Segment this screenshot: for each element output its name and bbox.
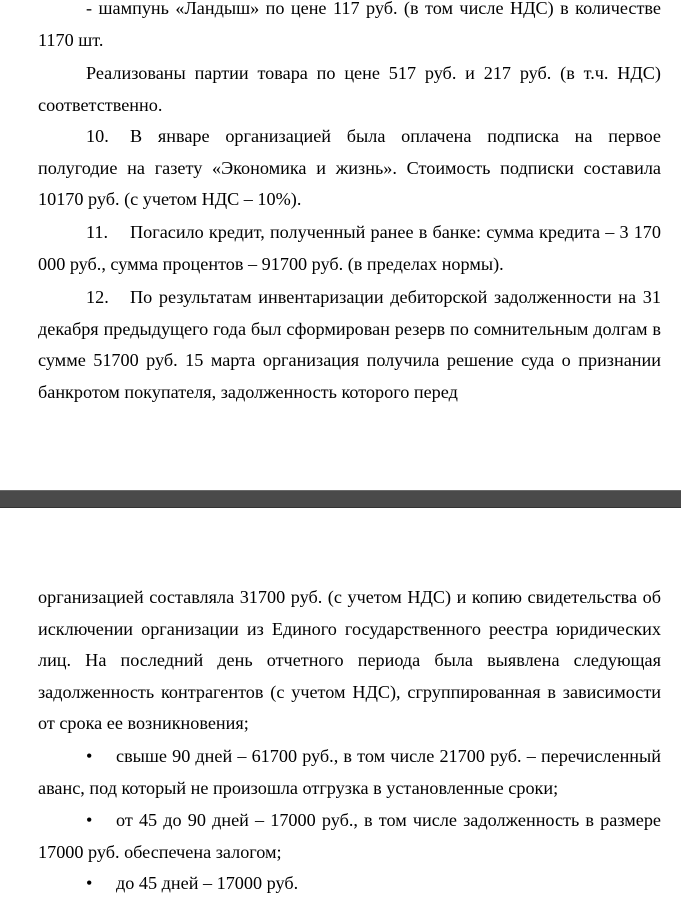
paragraph-shampoo-line: - шампунь «Ландыш» по цене 117 руб. (в том числе НДС) в количестве 1170 шт. bbox=[38, 0, 661, 50]
bullet-text: свыше 90 дней – 61700 руб., в том числе 21700 руб. – перечисленный аванс, под который не произошла отгрузка в установленные сроки; bbox=[38, 746, 661, 798]
paragraph-goods-sold: Реализованы партии товара по цене 517 руб. и 217 руб. (в т.ч. НДС) соответственно. bbox=[38, 63, 661, 115]
document-page-2 bbox=[0, 508, 681, 893]
bullet-icon: • bbox=[86, 873, 93, 893]
item-number: 11. bbox=[86, 222, 109, 242]
list-item-11 bbox=[38, 217, 661, 280]
item-text: В январе организацией была оплачена подписка на первое полугодие на газету «Экономика и жизнь». Стоимость подписки составила 10170 руб. (с учетом НДС – 10%). bbox=[38, 126, 661, 210]
bullet-icon: • bbox=[86, 810, 93, 830]
bullet-text: до 45 дней – 17000 руб. bbox=[116, 873, 299, 893]
item-number: 12. bbox=[86, 287, 109, 307]
paragraph-continuation: организацией составляла 31700 руб. (с учетом НДС) и копию свидетельства об исключении организации из Единого государственного реестра юридических лиц. На последний день отчетного периода была выявлена следующая задолженность контрагентов (с учетом НДС), сгруппированная в зависимости от срока ее возникновения; bbox=[38, 587, 661, 734]
list-item bbox=[38, 741, 661, 804]
list-item-10 bbox=[38, 121, 661, 216]
list-item bbox=[38, 805, 661, 868]
item-12-clip bbox=[0, 282, 681, 410]
item-number: 10. bbox=[86, 126, 109, 146]
list-item-12 bbox=[38, 282, 661, 408]
bullet-text: от 45 до 90 дней – 17000 руб., в том числе задолженность в размере 17000 руб. обеспечена залогом; bbox=[38, 810, 661, 862]
list-item bbox=[38, 868, 661, 900]
item-text: По результатам инвентаризации дебиторской задолженности на 31 декабря предыдущего года был сформирован резерв по сомнительным долгам в сумме 51700 руб. 15 марта организация получила решение суда о признании банкротом покупателя, задолженность которого перед bbox=[38, 287, 661, 402]
item-text: Погасило кредит, полученный ранее в банке: сумма кредита – 3 170 000 руб., сумма процентов – 91700 руб. (в пределах нормы). bbox=[38, 222, 661, 274]
page-separator bbox=[0, 490, 681, 508]
bullet-icon: • bbox=[86, 746, 93, 766]
